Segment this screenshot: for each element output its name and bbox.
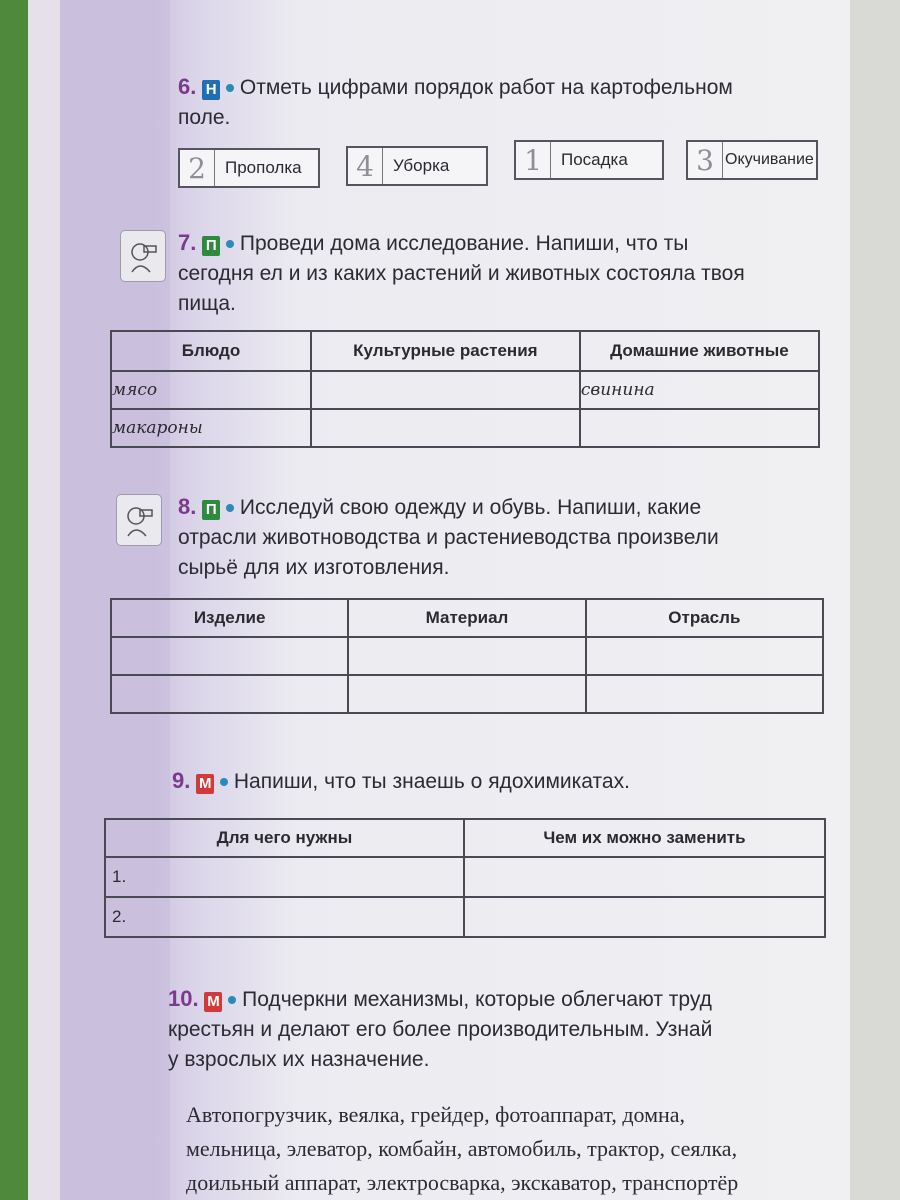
- mechanisms-line[interactable]: Автопогрузчик, веялка, грейдер, фотоаппарат, домна,: [186, 1102, 686, 1127]
- table-cell[interactable]: мясо: [111, 371, 311, 409]
- order-option-box[interactable]: [686, 140, 818, 180]
- mechanisms-line[interactable]: мельница, элеватор, комбайн, автомобиль, трактор, сеялка,: [186, 1136, 738, 1161]
- bullet-dot: [226, 84, 234, 92]
- bullet-dot: [226, 240, 234, 248]
- task-text-line: поле.: [178, 106, 231, 129]
- table-cell[interactable]: [348, 675, 585, 713]
- task-9: [172, 766, 630, 797]
- bullet-dot: [226, 504, 234, 512]
- task-7: [178, 228, 745, 319]
- order-digit: 4: [348, 148, 383, 184]
- task-level-badge: Н: [202, 80, 220, 100]
- clothing-table: [110, 598, 824, 714]
- table-cell[interactable]: 1.: [105, 857, 464, 897]
- table-cell[interactable]: свинина: [580, 371, 819, 409]
- order-digit: 2: [180, 150, 215, 186]
- chemicals-table: [104, 818, 826, 938]
- task-number: 10.: [168, 986, 199, 1011]
- task-level-badge: П: [202, 236, 220, 256]
- table-cell[interactable]: [464, 857, 825, 897]
- order-option-label: Окучивание: [725, 151, 814, 168]
- order-option-box[interactable]: [346, 146, 488, 186]
- task-8: [178, 492, 719, 583]
- table-header: Отрасль: [586, 599, 823, 637]
- binoculars-boy-icon: [120, 230, 166, 282]
- table-cell[interactable]: [311, 409, 580, 447]
- table-header: Культурные растения: [311, 331, 580, 371]
- task-text-line: крестьян и делают его более производительным. Узнай: [168, 1018, 713, 1041]
- table-header: Изделие: [111, 599, 348, 637]
- order-option-box[interactable]: [514, 140, 664, 180]
- task-text-line: сегодня ел и из каких растений и животных состояла твоя: [178, 262, 745, 285]
- task-text-line: Отметь цифрами порядок работ на картофельном: [239, 76, 733, 99]
- task-level-badge: М: [204, 992, 222, 1012]
- table-cell[interactable]: [586, 675, 823, 713]
- task-text-line: отрасли животноводства и растениеводства произвели: [178, 526, 719, 549]
- task-text-line: пища.: [178, 292, 236, 315]
- task-text-line: Проведи дома исследование. Напиши, что ты: [239, 232, 689, 255]
- table-cell[interactable]: макароны: [111, 409, 311, 447]
- order-option-label: Уборка: [393, 156, 450, 175]
- table-header: Для чего нужны: [105, 819, 464, 857]
- table-cell[interactable]: [464, 897, 825, 937]
- order-option-label: Прополка: [225, 158, 302, 177]
- mechanisms-list: [186, 1098, 738, 1200]
- task-number: 9.: [172, 768, 191, 793]
- table-cell[interactable]: 2.: [105, 897, 464, 937]
- task-text-line: Исследуй свою одежду и обувь. Напиши, какие: [239, 496, 702, 519]
- order-option-box[interactable]: [178, 148, 320, 188]
- task-text-line: Напиши, что ты знаешь о ядохимикатах.: [233, 770, 630, 793]
- task-text-line: Подчеркни механизмы, которые облегчают труд: [242, 988, 712, 1011]
- table-header: Материал: [348, 599, 585, 637]
- task-level-badge: П: [202, 500, 220, 520]
- order-option-label: Посадка: [561, 150, 628, 169]
- order-digit: 1: [516, 142, 551, 178]
- food-table: [110, 330, 820, 448]
- table-header: Чем их можно заменить: [464, 819, 825, 857]
- order-digit: 3: [688, 142, 723, 178]
- task-6: [178, 72, 733, 133]
- table-header: Блюдо: [111, 331, 311, 371]
- table-cell[interactable]: [111, 675, 348, 713]
- table-cell[interactable]: [111, 637, 348, 675]
- bullet-dot: [228, 996, 236, 1004]
- binoculars-boy-icon: [116, 494, 162, 546]
- table-header: Домашние животные: [580, 331, 819, 371]
- task-number: 8.: [178, 494, 197, 519]
- task-number: 7.: [178, 230, 197, 255]
- table-cell[interactable]: [580, 409, 819, 447]
- table-cell[interactable]: [348, 637, 585, 675]
- table-cell[interactable]: [586, 637, 823, 675]
- task-10: [168, 984, 712, 1075]
- bullet-dot: [220, 778, 228, 786]
- table-cell[interactable]: [311, 371, 580, 409]
- task-number: 6.: [178, 74, 197, 99]
- workbook-page: [60, 0, 850, 1200]
- task-level-badge: М: [196, 774, 214, 794]
- mechanisms-line[interactable]: доильный аппарат, электросварка, экскаватор, транспортёр: [186, 1170, 739, 1195]
- task-text-line: сырьё для их изготовления.: [178, 556, 450, 579]
- task-text-line: у взрослых их назначение.: [168, 1048, 430, 1071]
